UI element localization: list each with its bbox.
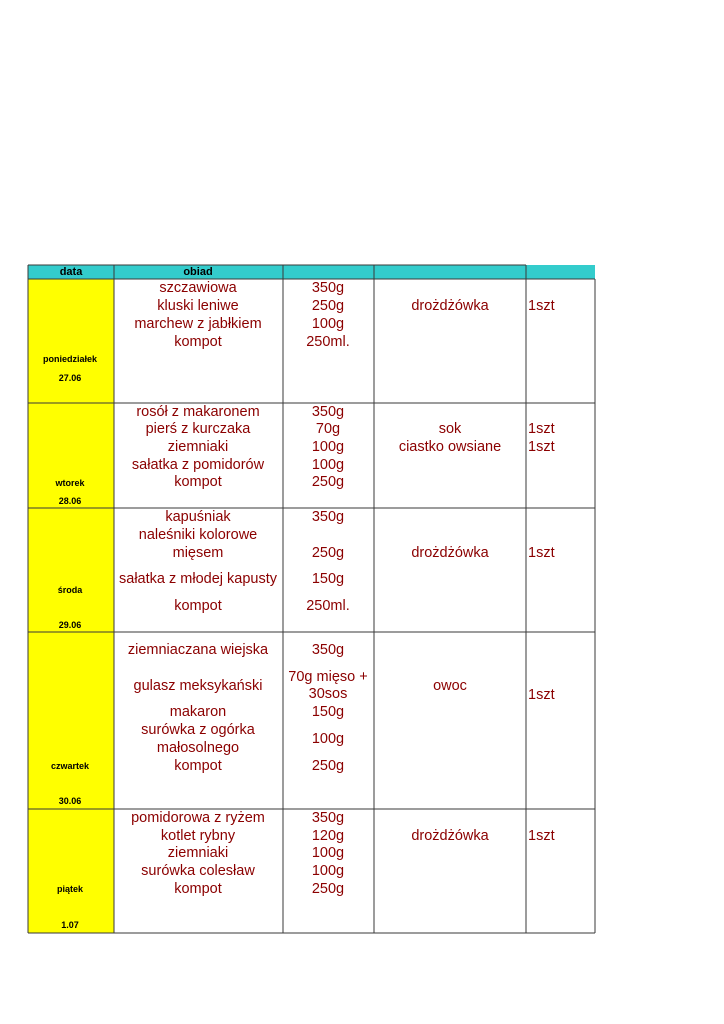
meal-item: kapuśniak	[165, 509, 231, 525]
day-cell-fill	[28, 403, 114, 508]
day-cell-fill	[28, 632, 114, 809]
meal-item: gulasz meksykański	[133, 678, 263, 694]
meal-item: ziemniaki	[167, 439, 229, 455]
meal-amount: 100g	[311, 457, 345, 473]
meal-amount: 150g	[311, 704, 345, 720]
day-cell-fill	[28, 809, 114, 933]
meal-amount: 350g	[311, 509, 345, 525]
meal-item: mięsem	[172, 545, 224, 561]
extra-item: drożdżówka	[411, 828, 489, 844]
meal-item: kompot	[174, 881, 222, 897]
meal-item: rosół z makaronem	[136, 404, 260, 420]
extra-count: 1szt	[528, 298, 555, 314]
meal-item: kompot	[174, 758, 222, 774]
meal-item: pomidorowa z ryżem	[131, 810, 265, 826]
meal-item: kompot	[174, 598, 222, 614]
day-name: środa	[57, 585, 83, 595]
header-date: data	[59, 266, 83, 278]
header-row-fill	[28, 265, 595, 279]
extra-count: 1szt	[528, 421, 555, 437]
meal-item: makaron	[169, 704, 227, 720]
extra-count: 1szt	[528, 687, 555, 703]
meal-item: szczawiowa	[159, 280, 237, 296]
meal-item: ziemniaki	[167, 845, 229, 861]
meal-item: surówka z ogórka	[141, 722, 255, 738]
meal-amount: 250g	[311, 298, 345, 314]
meal-amount: 100g	[311, 731, 345, 747]
meal-amount: 100g	[311, 316, 345, 332]
day-name: czwartek	[50, 761, 90, 771]
meal-amount: 250ml.	[306, 598, 350, 614]
meal-amount: 250g	[311, 758, 345, 774]
day-name: wtorek	[55, 478, 85, 488]
day-name: piątek	[56, 884, 84, 894]
meal-amount: 100g	[311, 863, 345, 879]
meal-amount: 250ml.	[306, 334, 350, 350]
meal-amount: 350g	[311, 810, 345, 826]
extra-count: 1szt	[528, 828, 555, 844]
extra-item: drożdżówka	[411, 545, 489, 561]
extra-count: 1szt	[528, 545, 555, 561]
meal-item: kluski leniwe	[157, 298, 239, 314]
day-date: 1.07	[61, 920, 79, 930]
meal-amount: 30sos	[308, 686, 348, 702]
meal-amount: 70g	[315, 421, 341, 437]
meal-item: kompot	[174, 474, 222, 490]
meal-amount: 350g	[311, 642, 345, 658]
meal-amount: 100g	[311, 439, 345, 455]
day-name: poniedziałek	[42, 354, 98, 364]
meal-item: sałatka z młodej kapusty	[119, 571, 277, 587]
meal-amount: 250g	[311, 545, 345, 561]
meal-amount: 350g	[311, 404, 345, 420]
day-date: 27.06	[58, 373, 82, 383]
meal-amount: 350g	[311, 280, 345, 296]
meal-item: ziemniaczana wiejska	[127, 642, 269, 658]
day-date: 30.06	[58, 796, 82, 806]
meal-item: naleśniki kolorowe	[138, 527, 258, 543]
extra-item: drożdżówka	[411, 298, 489, 314]
meal-amount: 250g	[311, 881, 345, 897]
day-cell-fill	[28, 279, 114, 403]
meal-amount: 120g	[311, 828, 345, 844]
meal-amount: 150g	[311, 571, 345, 587]
day-date: 29.06	[58, 620, 82, 630]
extra-count: 1szt	[528, 439, 555, 455]
header-meal: obiad	[183, 266, 213, 278]
meal-amount: 100g	[311, 845, 345, 861]
meal-item: kompot	[174, 334, 222, 350]
extra-item: ciastko owsiane	[398, 439, 502, 455]
meal-item: sałatka z pomidorów	[131, 457, 265, 473]
meal-item: małosolnego	[156, 740, 240, 756]
extra-item: sok	[438, 421, 462, 437]
extra-item: owoc	[433, 678, 467, 694]
meal-amount: 250g	[311, 474, 345, 490]
meal-item: kotlet rybny	[160, 828, 236, 844]
meal-item: surówka colesław	[141, 863, 255, 879]
day-cell-fill	[28, 508, 114, 632]
meal-amount: 70g mięso +	[288, 669, 368, 685]
day-date: 28.06	[58, 496, 82, 506]
meal-item: pierś z kurczaka	[145, 421, 251, 437]
meal-item: marchew z jabłkiem	[134, 316, 262, 332]
